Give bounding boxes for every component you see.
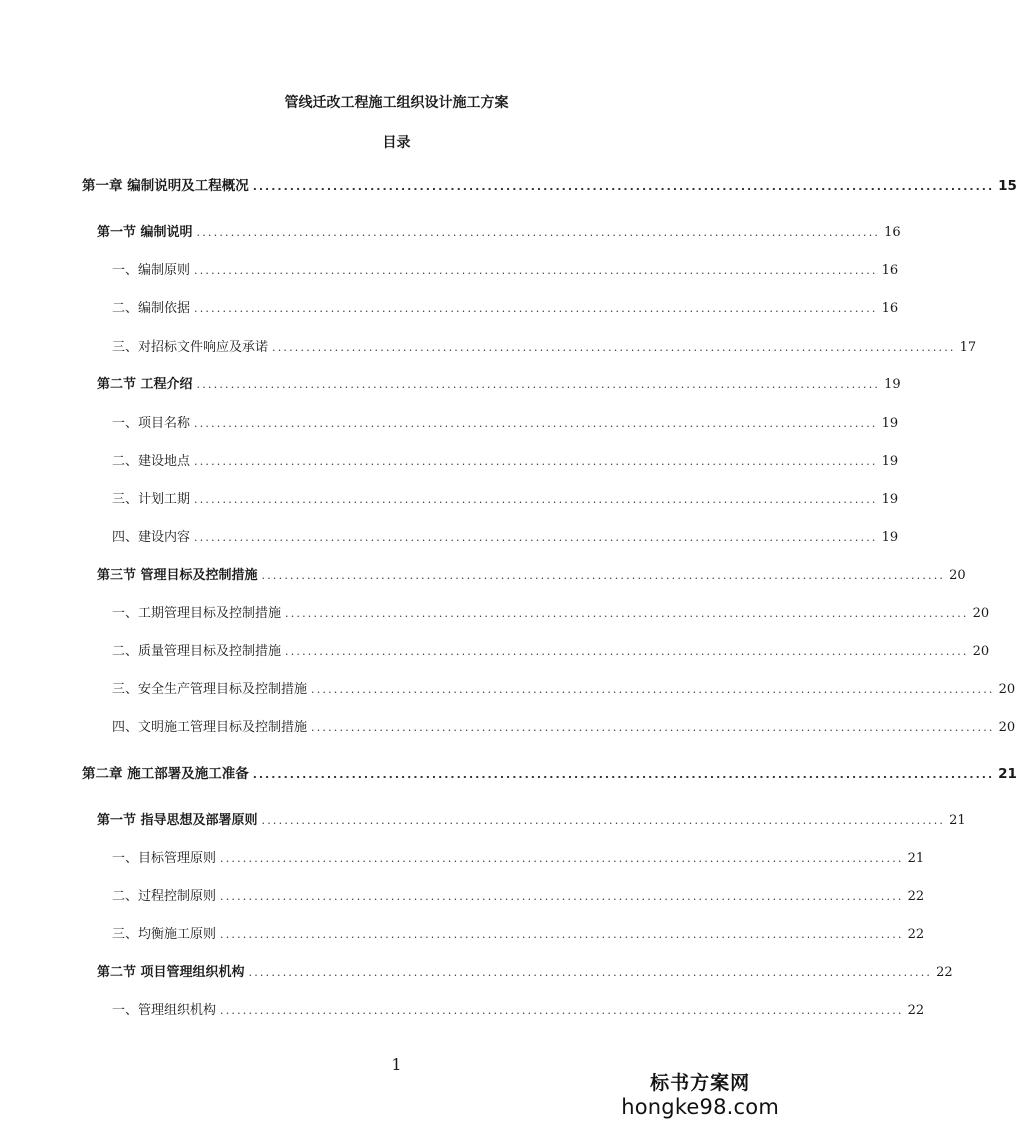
document-title: 管线迁改工程施工组织设计施工方案 xyxy=(284,95,509,111)
toc-entry-label: 二、建设地点 xyxy=(112,454,191,469)
toc-entry-page: 22 xyxy=(936,965,953,980)
toc-entry-label: 一、编制原则 xyxy=(112,263,191,278)
toc-leader-dots: ........................................................................................................................ xyxy=(196,378,881,391)
toc-entry-item[interactable] xyxy=(112,925,925,945)
toc-entry-page: 19 xyxy=(881,454,899,469)
toc-entry-label: 三、安全生产管理目标及控制措施 xyxy=(112,682,308,697)
toc-entry-page: 16 xyxy=(881,301,899,316)
toc-leader-dots: ........................................................................................................................ xyxy=(194,493,878,506)
toc-heading: 目录 xyxy=(382,135,411,151)
toc-leader-dots: ........................................................................................................................ xyxy=(261,569,946,582)
toc-entry-item[interactable] xyxy=(112,642,990,662)
toc-entry-label: 一、工期管理目标及控制措施 xyxy=(112,606,282,621)
toc-entry-page: 21 xyxy=(998,766,1017,782)
toc-entry-page: 16 xyxy=(881,263,899,278)
toc-entry-label: 二、质量管理目标及控制措施 xyxy=(112,644,282,659)
toc-entry-item[interactable] xyxy=(112,887,925,907)
toc-leader-dots: ........................................................................................................................ xyxy=(194,302,878,315)
toc-leader-dots: ........................................................................................................................ xyxy=(248,966,933,979)
toc-leader-dots: ........................................................................................................................ xyxy=(220,928,904,941)
toc-entry-label: 第一节 编制说明 xyxy=(97,225,193,240)
toc-leader-dots: ........................................................................................................................ xyxy=(194,531,878,544)
toc-leader-dots: ........................................................................................................................ xyxy=(261,814,946,827)
toc-entry-item[interactable] xyxy=(112,1001,925,1021)
toc-entry-section[interactable] xyxy=(97,963,953,983)
toc-leader-dots: ........................................................................................................................ xyxy=(194,417,878,430)
toc-entry-item[interactable] xyxy=(112,680,1016,700)
toc-entry-label: 第二节 项目管理组织机构 xyxy=(97,965,245,980)
toc-leader-dots: ........................................................................................................................ xyxy=(285,645,969,658)
toc-entry-page: 20 xyxy=(949,568,966,583)
toc-entry-label: 一、项目名称 xyxy=(112,416,191,431)
toc-entry-label: 第二章 施工部署及施工准备 xyxy=(82,766,249,782)
toc-entry-label: 第二节 工程介绍 xyxy=(97,377,193,392)
toc-entry-page: 20 xyxy=(972,606,990,621)
toc-entry-chapter[interactable] xyxy=(82,176,1017,196)
toc-entry-page: 20 xyxy=(998,720,1016,735)
toc-entry-label: 三、计划工期 xyxy=(112,492,191,507)
toc-entry-page: 19 xyxy=(884,377,901,392)
toc-leader-dots: ........................................................................................................................ xyxy=(285,607,969,620)
toc-entry-item[interactable] xyxy=(112,261,899,281)
toc-entry-item[interactable] xyxy=(112,718,1016,738)
toc-entry-item[interactable] xyxy=(112,338,977,358)
toc-leader-dots: ........................................................................................................................ xyxy=(311,683,995,696)
watermark xyxy=(621,1068,779,1119)
toc-entry-page: 20 xyxy=(972,644,990,659)
toc-leader-dots: ........................................................................................................................ xyxy=(252,768,995,781)
toc-entry-page: 22 xyxy=(907,927,925,942)
toc-entry-label: 第三节 管理目标及控制措施 xyxy=(97,568,258,583)
toc-entry-page: 19 xyxy=(881,416,899,431)
toc-leader-dots: ........................................................................................................................ xyxy=(220,852,904,865)
toc-entry-section[interactable] xyxy=(97,566,966,586)
toc-entry-item[interactable] xyxy=(112,452,899,472)
toc-entry-section[interactable] xyxy=(97,375,901,395)
toc-entry-label: 三、对招标文件响应及承诺 xyxy=(112,340,269,355)
toc-entry-page: 21 xyxy=(907,851,925,866)
toc-entry-item[interactable] xyxy=(112,299,899,319)
toc-entry-label: 四、文明施工管理目标及控制措施 xyxy=(112,720,308,735)
toc-entry-label: 四、建设内容 xyxy=(112,530,191,545)
toc-entry-page: 20 xyxy=(998,682,1016,697)
toc-entry-page: 15 xyxy=(998,178,1017,194)
toc-leader-dots: ........................................................................................................................ xyxy=(272,341,956,354)
toc-entry-page: 19 xyxy=(881,530,899,545)
toc-entry-item[interactable] xyxy=(112,490,899,510)
toc-entry-item[interactable] xyxy=(112,604,990,624)
toc-entry-label: 一、管理组织机构 xyxy=(112,1003,217,1018)
toc-leader-dots: ........................................................................................................................ xyxy=(220,890,904,903)
toc-entry-item[interactable] xyxy=(112,528,899,548)
toc-entry-section[interactable] xyxy=(97,811,966,831)
toc-entry-label: 二、编制依据 xyxy=(112,301,191,316)
toc-leader-dots: ........................................................................................................................ xyxy=(311,721,995,734)
toc-entry-label: 第一章 编制说明及工程概况 xyxy=(82,178,249,194)
page-number: 1 xyxy=(391,1055,402,1074)
toc-entry-page: 22 xyxy=(907,1003,925,1018)
toc-entry-label: 一、目标管理原则 xyxy=(112,851,217,866)
toc-leader-dots: ........................................................................................................................ xyxy=(196,226,881,239)
toc-entry-page: 19 xyxy=(881,492,899,507)
toc-entry-page: 21 xyxy=(949,813,966,828)
toc-entry-item[interactable] xyxy=(112,849,925,869)
toc-leader-dots: ........................................................................................................................ xyxy=(220,1004,904,1017)
toc-entry-section[interactable] xyxy=(97,223,901,243)
watermark-name: 标书方案网 xyxy=(650,1072,751,1094)
toc-entry-chapter[interactable] xyxy=(82,764,1017,784)
toc-leader-dots: ........................................................................................................................ xyxy=(194,264,878,277)
toc-entry-label: 第一节 指导思想及部署原则 xyxy=(97,813,258,828)
toc-entry-label: 二、过程控制原则 xyxy=(112,889,217,904)
toc-leader-dots: ........................................................................................................................ xyxy=(194,455,878,468)
toc-entry-page: 17 xyxy=(959,340,977,355)
watermark-url: hongke98.com xyxy=(621,1095,779,1119)
toc-entry-page: 22 xyxy=(907,889,925,904)
toc-entry-item[interactable] xyxy=(112,414,899,434)
toc-entry-page: 16 xyxy=(884,225,901,240)
toc-leader-dots: ........................................................................................................................ xyxy=(252,180,995,193)
toc-entry-label: 三、均衡施工原则 xyxy=(112,927,217,942)
